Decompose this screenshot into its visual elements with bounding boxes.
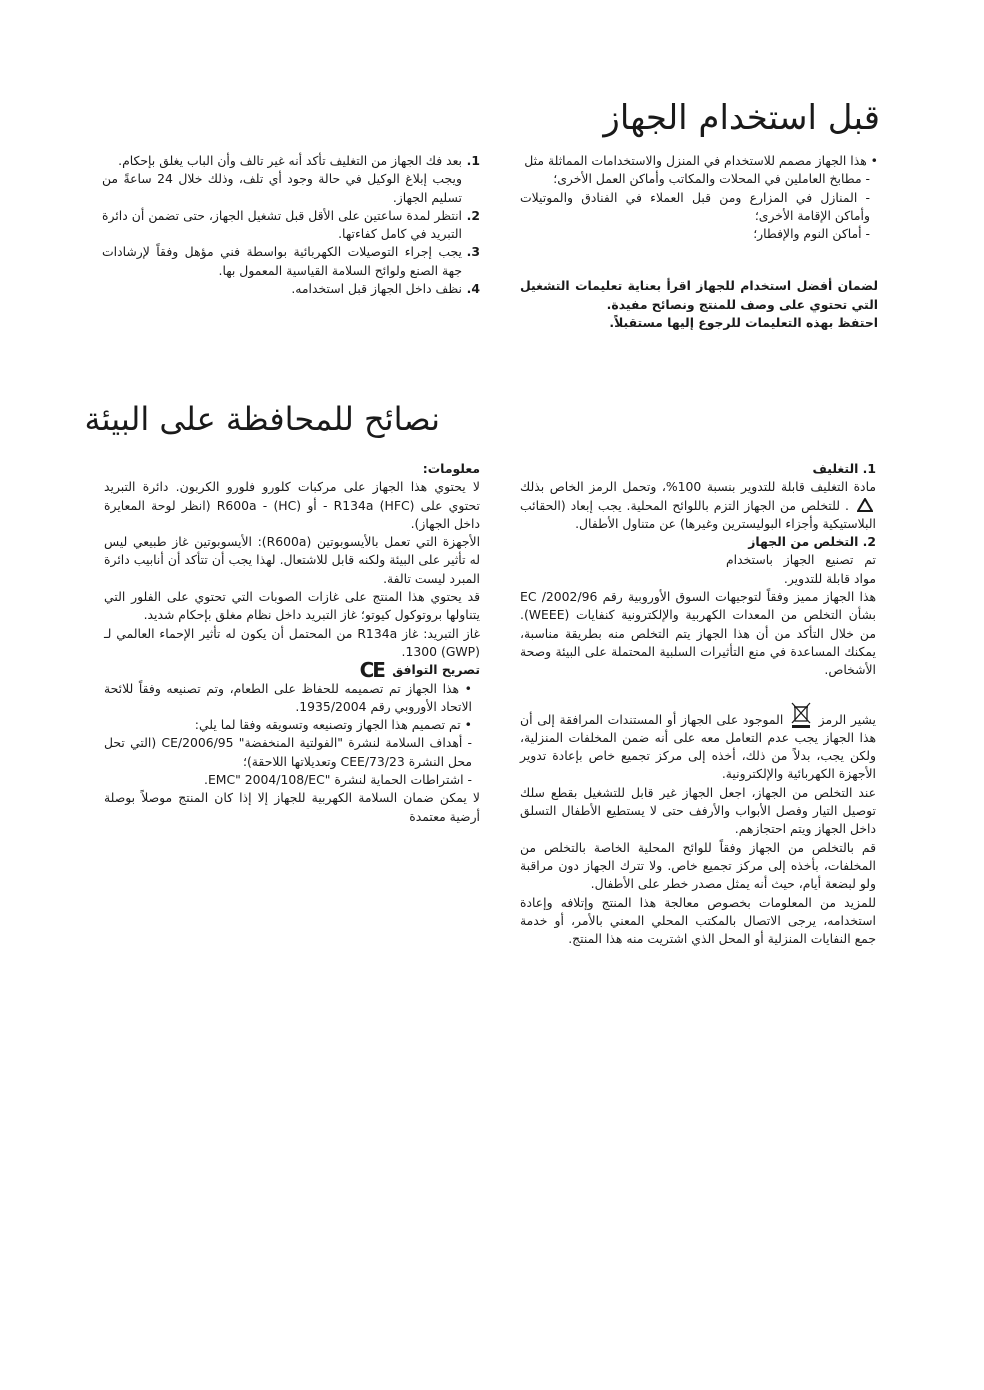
info-paragraph: لا يحتوي هذا الجهاز على مركبات كلورو فلورو الكربون. دائرة التبريد تحتوي على R134a (HFC) - أو R600a - (HC) (انظر لوحة المعايرة داخل الجهاز).: [104, 479, 480, 531]
conformity-bullet: • هذا الجهاز تم تصميمه للحفاظ على الطعام، وتم تصنيعه وفقاً للائحة الاتحاد الأوروبي رقم 1935/2004.: [104, 680, 472, 714]
step-item: [102, 280, 480, 298]
step-number: 2.: [466, 207, 480, 223]
environment-title: نصائح للمحافظة على البيئة: [84, 400, 440, 438]
info-paragraph: غاز التبريد: غاز R134a من المحتمل أن يكون له تأثير الإحماء العالمي لـ (GWP) 1300.: [104, 625, 480, 659]
packaging-heading: 1. التغليف: [812, 461, 876, 476]
recycle-icon: [857, 498, 873, 512]
disposal-text: هذا الجهاز مميز وفقاً لتوجيهات السوق الأوروبية رقم 2002/96/ EC بشأن التخلص من المعدات الكهربية والإلكترونية كنفايات (WEEE). من خلال التأكد من أن هذا الجهاز يتم التخلص منه بطريقة مناسبة، يمكنك المساعدة في منع التأثيرات السلبية المحتملة على البيئة وصحة الأشخاص.: [520, 589, 876, 678]
weee-text-a: يشير الرمز: [818, 711, 876, 727]
ce-mark-icon: CE: [359, 658, 384, 683]
environment-left-column: [104, 460, 480, 826]
step-text: انتظر لمدة ساعتين على الأقل قبل تشغيل الجهاز، حتى تضمن أن دائرة التبريد في كامل كفاءتها.: [102, 207, 462, 242]
usage-item: - مطابخ العاملين في المحلات والمكاتب وأماكن العمل الأخرى؛: [553, 171, 870, 187]
step-item: [102, 243, 480, 280]
step-text: نظف داخل الجهاز قبل استخدامه.: [291, 281, 462, 297]
disposal-paragraph: عند التخلص من الجهاز، اجعل الجهاز غير قابل للتشغيل بقطع سلك توصيل التيار وفصل الأبواب والأرفف حتى لا يستطيع الأطفال التسلق داخل الجهاز ويتم احتجازهم.: [520, 784, 876, 837]
weee-text-b: الموجود على الجهاز أو المستندات المرافقة إلى أن هذا الجهاز يجب عدم التعامل معه على أنه ضمن المخلفات المنزلية، ولكن يجب، بدلاً من ذلك، أخذه إلى مركز تجميع خاص بإعادة تدوير الأجهزة الكهربائية والإلكترونية.: [520, 711, 876, 782]
step-number: 1.: [466, 153, 480, 168]
info-heading: معلومات:: [422, 461, 480, 476]
conformity-title: تصريح التوافق: [392, 662, 480, 678]
crossed-bin-icon: [790, 702, 812, 728]
disposal-paragraph: قم بالتخلص من الجهاز وفقاً للوائح المحلية الخاصة بالتخلص من المخلفات، بأخذه إلى مركز تجميع خاص. ولا تترك الجهاز دون مراقبة ولو لبضعة أيام، حيث أنه يمثل مصدر خطر على الأطفال.: [520, 839, 876, 892]
conformity-item: - اشتراطات الحماية لنشرة "EMC" 2004/108/EC.: [204, 772, 472, 788]
usage-item: - المنازل في المزارع ومن قبل العملاء في الفنادق والموتيلات وأماكن الإقامة الأخرى؛: [520, 189, 870, 223]
disposal-text: تم تصنيع الجهاز باستخدام مواد قابلة للتدوير.: [726, 552, 876, 586]
weee-symbol-text: [520, 702, 876, 784]
conformity-item: - أهداف السلامة لنشرة "الفولتية المنخفضة" CE/2006/95 (التي تحل محل النشرة CEE/73/23 وتعديلاتها اللاحقة)؛: [104, 735, 472, 769]
grounding-note: لا يمكن ضمان السلامة الكهربية للجهاز إلا إذا كان المنتج موصلاً بوصلة أرضية معتمدة: [104, 790, 480, 824]
step-text: بعد فك الجهاز من التغليف تأكد أنه غير تالف وأن الباب يغلق بإحكام.: [118, 153, 462, 168]
usage-item: - أماكن النوم والإفطار؛: [753, 226, 870, 242]
step-item: [102, 152, 480, 207]
conformity-bullet: • تم تصميم هذا الجهاز وتصنيعه وتسويقه وفقا لما يلي:: [194, 717, 472, 733]
keep-instructions-note: احتفظ بهذه التعليمات للرجوع إليها مستقبلاً.: [609, 315, 878, 331]
step-number: 4.: [466, 281, 480, 297]
packaging-text-a: مادة التغليف قابلة للتدوير بنسبة 100%، وتحمل الرمز الخاص بذلك: [520, 479, 876, 495]
environment-right-column: [520, 460, 876, 948]
read-instructions-note: لضمان أفضل استخدام للجهاز اقرأ بعناية تعليمات التشغيل التي تحتوي على وصف للمنتج ونصائح مفيدة.: [520, 278, 878, 312]
before-use-title: قبل استخدام الجهاز: [603, 98, 880, 138]
packaging-text-b: . للتخلص من الجهاز التزم باللوائح المحلية. يجب إبعاد (الحقائب البلاستيكية وأجزاء البوليسترين وغيرها) عن متناول الأطفال.: [520, 497, 876, 531]
packaging-text: [520, 478, 876, 533]
before-use-right-column: [520, 152, 878, 332]
conformity-heading: [104, 658, 480, 683]
step-extra: ويجب إبلاغ الوكيل في حالة وجود أي تلف، وذلك خلال 24 ساعةً من تسليم الجهاز.: [102, 171, 462, 205]
before-use-left-column: [102, 152, 480, 298]
step-item: [102, 207, 480, 244]
info-paragraph: الأجهزة التي تعمل بالأيسوبوتين (R600a): الأيسوبوتين غاز طبيعي ليس له تأثير على البيئة ولكنه قابل للاشتعال. لهذا يجب أن تتأكد أن أنابيب دائرة المبرد ليست تالفة.: [104, 534, 481, 586]
step-text: يجب إجراء التوصيلات الكهربائية بواسطة فني مؤهل وفقاً لإرشادات جهة الصنع ولوائح السلامة القياسية المعمول بها.: [102, 244, 462, 278]
usage-bullet: • هذا الجهاز مصمم للاستخدام في المنزل والاستخدامات المماثلة مثل: [524, 153, 878, 168]
info-paragraph: قد يحتوي هذا المنتج على غازات الصوبات التي تحتوي على الفلور التي يتناولها بروتوكول كيوتو؛ غاز التبريد داخل نظام مغلق بإحكام شديد.: [104, 589, 480, 623]
disposal-paragraph: للمزيد من المعلومات بخصوص معالجة هذا المنتج وإتلافه وإعادة استخدامه، يرجى الاتصال بالمكتب المحلي المعني بالأمر، أو خدمة جمع النفايات المنزلية أو المحل الذي اشتريت منه هذا المنتج.: [520, 894, 876, 947]
disposal-heading: 2. التخلص من الجهاز: [748, 534, 876, 550]
step-number: 3.: [466, 244, 480, 260]
